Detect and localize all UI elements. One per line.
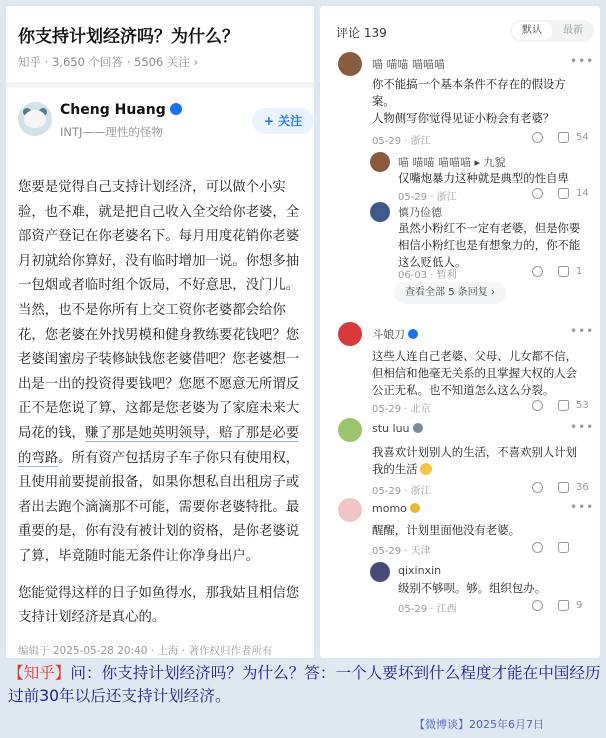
comment-text: 级别不够呗。够。组织包办。 — [398, 581, 547, 595]
edit-info: 编辑于 2025-05-28 20:40 · 上海 · 著作权归作者所有 — [18, 645, 273, 657]
comment-text-body: 我喜欢计划别人的生活，不喜欢别人计划我的生活 — [372, 445, 578, 476]
comment-meta: 05-29 · 天津 — [372, 546, 431, 557]
comment-author-text: 斗娘刀 — [372, 328, 405, 341]
caption — [8, 662, 602, 708]
answer-text: 您要是觉得自己支持计划经济，可以做个小实验，也不难，就是把自己收入全交给你老婆，全部资产登记在你老婆名下。每月用度花销你老婆月初就给你算好，没有临时增加一说。你想多抽一包烟或者临时组个饭局，不好意思，没门儿。当然，也不是你所有上交工资你老婆都会给你花，您老婆在外找男模和健身教练要花钱吧？您老婆闺蜜房子装修缺钱您老婆借吧？您老婆想一出是一出的投资得要钱吧？您愿不愿意无所谓反正不是您说了算，这都是您老婆为了家庭未来大局花的钱， — [18, 180, 300, 441]
comment-text: 仅嘴炮暴力这种就是典型的性自卑 — [398, 171, 569, 185]
comment-meta: 05-29 · 浙江 — [372, 136, 431, 147]
author-description: INTJ——理性的怪物 — [60, 125, 163, 139]
reply-icon[interactable] — [532, 542, 543, 553]
comment-meta: 05-29 · 江西 — [398, 604, 457, 615]
like-icon[interactable] — [558, 400, 569, 411]
comment-reply — [370, 202, 594, 281]
comment — [338, 498, 594, 558]
sort-toggle — [510, 20, 594, 42]
answer-panel — [6, 6, 314, 658]
verified-badge-icon — [170, 103, 182, 115]
like-icon[interactable] — [558, 132, 569, 143]
comment-avatar[interactable] — [338, 322, 362, 346]
like-icon[interactable] — [558, 266, 569, 277]
expand-replies-button[interactable]: 查看全部 5 条回复 › — [394, 282, 506, 304]
more-options-icon[interactable]: ••• — [570, 500, 595, 514]
reply-icon[interactable] — [532, 266, 543, 277]
author-avatar[interactable] — [18, 102, 52, 136]
answer-paragraph — [18, 176, 310, 570]
comment-author[interactable]: qixinxin — [398, 564, 442, 577]
like-count: 53 — [576, 400, 589, 411]
comment — [338, 52, 594, 152]
comment-author[interactable] — [372, 326, 418, 342]
comment-avatar[interactable] — [338, 52, 362, 76]
sort-default-button[interactable]: 默认 — [512, 22, 552, 40]
divider — [6, 82, 314, 88]
author-name-text: Cheng Huang — [60, 102, 166, 118]
comment — [338, 418, 595, 497]
like-count: 54 — [576, 132, 589, 143]
more-options-icon[interactable]: ••• — [570, 324, 595, 338]
comment-author[interactable] — [372, 422, 423, 435]
more-options-icon[interactable]: ••• — [570, 54, 595, 68]
comment-meta: 06-03 · 暂利 — [398, 270, 457, 281]
caption-text: 问：你支持计划经济吗？为什么？答：一个人要坏到什么程度才能在中国经历过前30年以后还支持计划经济。 — [8, 664, 601, 705]
like-icon[interactable] — [558, 482, 569, 493]
more-options-icon[interactable]: ••• — [570, 420, 595, 434]
footer-tag: 【微博谈】2025年6月7日 — [414, 718, 544, 731]
like-count: 14 — [576, 188, 589, 199]
comments-count: 评论 139 — [336, 26, 387, 40]
comment-reply — [370, 562, 594, 615]
comment-author-text: momo — [372, 502, 407, 515]
reply-icon[interactable] — [532, 132, 543, 143]
caption-source: 【知乎】 — [8, 664, 71, 682]
like-count: 36 — [576, 482, 589, 493]
reply-icon[interactable] — [532, 600, 543, 611]
follow-button[interactable]: + 关注 — [252, 108, 314, 134]
comment — [338, 322, 594, 414]
question-title[interactable]: 你支持计划经济吗？为什么？ — [18, 27, 239, 47]
like-icon[interactable] — [558, 188, 569, 199]
sort-latest-button[interactable]: 最新 — [563, 25, 583, 36]
comment-author[interactable]: 慎乃俭德 — [398, 206, 442, 219]
avatar-face — [24, 110, 46, 128]
like-count: 1 — [576, 266, 583, 277]
like-count: 9 — [576, 600, 583, 611]
like-icon[interactable] — [558, 600, 569, 611]
comment-text: 这些人连自己老婆、父母、儿女都不信，但相信和他毫无关系的且掌握大权的人会公正无私。也不知道怎么这么分裂。 — [372, 349, 578, 397]
answer-body — [18, 176, 310, 643]
comment-meta: 05-29 · 浙江 — [372, 486, 431, 497]
reply-icon[interactable] — [532, 188, 543, 199]
answer-highlight: 赚了那是她英明领导，赔了那是必要的弯路 — [18, 425, 300, 466]
level-badge-icon — [410, 503, 420, 513]
comment-author-text: stu luu — [372, 422, 410, 435]
author-name[interactable] — [60, 102, 182, 118]
comments-panel — [320, 6, 600, 658]
comment-avatar[interactable] — [338, 418, 362, 442]
comment-text — [372, 444, 582, 478]
emoji-icon — [420, 463, 432, 475]
reply-icon[interactable] — [532, 400, 543, 411]
question-meta[interactable]: 知乎 · 3,650 个回答 · 5506 关注 › — [18, 55, 199, 69]
comment-author[interactable]: 喵 喵喵 喵喵喵 — [372, 58, 445, 71]
comment-avatar[interactable] — [338, 498, 362, 522]
comment-author[interactable] — [372, 502, 420, 515]
comment-avatar[interactable] — [370, 202, 390, 222]
answer-text: 。所有资产包括房子车子你只有使用权，且使用前要提前报备，如果你想私自出租房子或者出去跑个滴滴那不可能，需要你老婆特批。最重要的是，你有没有被计划的资格，是你老婆说了算，毕竟随时能无条件让你净身出户。 — [18, 450, 300, 564]
verified-badge-icon — [408, 329, 418, 339]
comment-reply — [370, 152, 594, 203]
comment-avatar[interactable] — [370, 152, 390, 172]
answer-paragraph: 您能觉得这样的日子如鱼得水，那我姑且相信您支持计划经济是真心的。 — [18, 585, 300, 626]
level-badge-icon — [413, 423, 423, 433]
comment-meta: 05-29 · 浙江 — [398, 192, 457, 203]
comment-text: 醒醒，计划里面他没有老婆。 — [372, 523, 521, 537]
like-icon[interactable] — [558, 542, 569, 553]
comment-avatar[interactable] — [370, 562, 390, 582]
reply-icon[interactable] — [532, 482, 543, 493]
comment-author[interactable]: 喵 喵喵 喵喵喵 ▸ 九貌 — [398, 156, 506, 169]
comment-text: 你不能搞一个基本条件不存在的假设方案。 人物侧写你觉得见证小粉会有老婆？ — [372, 77, 566, 125]
comment-meta: 05-29 · 北京 — [372, 404, 431, 415]
comment-text: 虽然小粉红不一定有老婆，但是你要相信小粉红也是有想象力的，你不能这么贬低人。 — [398, 221, 581, 269]
